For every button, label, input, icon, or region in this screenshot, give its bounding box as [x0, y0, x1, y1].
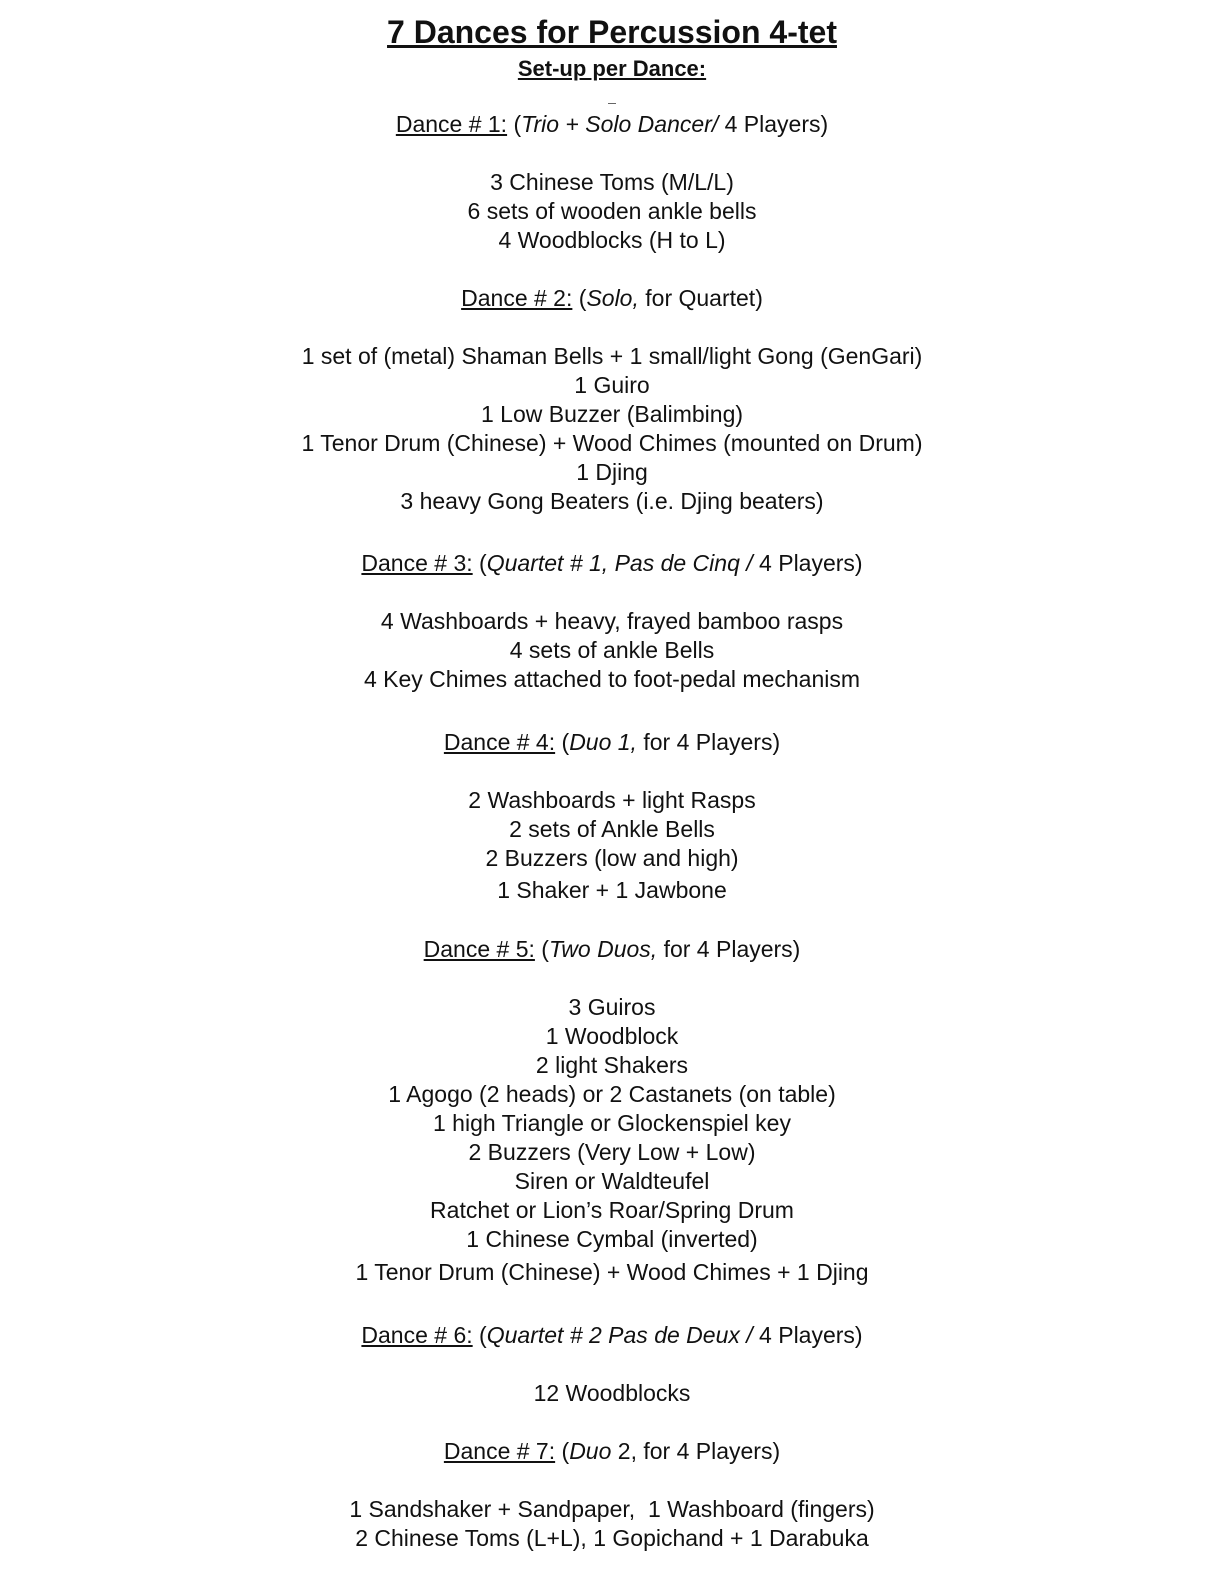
dance-players: 4 Players) [752, 550, 863, 576]
dance-ensemble: Solo, [586, 285, 639, 311]
paren: ( [555, 729, 570, 755]
paren: ( [534, 936, 549, 962]
list-item: Ratchet or Lion’s Roar/Spring Drum [430, 1197, 794, 1223]
dance-ensemble: Duo [569, 1438, 612, 1464]
list-item: 1 Sandshaker + Sandpaper, 1 Washboard (fingers) [349, 1496, 875, 1522]
paren: ( [572, 285, 587, 311]
list-item: 2 sets of Ankle Bells [509, 816, 715, 842]
list-item: 4 Key Chimes attached to foot-pedal mechanism [363, 666, 861, 692]
dance-ensemble: Trio + Solo Dancer/ [521, 111, 719, 137]
dance-players: for 4 Players) [636, 729, 781, 755]
list-item: 2 Buzzers (low and high) [485, 845, 739, 871]
list-item: 2 Chinese Toms (L+L), 1 Gopichand + 1 Darabuka [355, 1525, 869, 1551]
paren: ( [472, 550, 487, 576]
list-item: 4 Woodblocks (H to L) [498, 227, 726, 253]
dance-players: for Quartet) [638, 285, 763, 311]
list-item: 12 Woodblocks [533, 1380, 691, 1406]
list-item: 2 light Shakers [535, 1052, 689, 1078]
list-item: 3 Guiros [568, 994, 656, 1020]
page-title: 7 Dances for Percussion 4-tet [387, 14, 837, 50]
dance-7-heading [0, 1437, 1224, 1466]
page-subtitle: Set-up per Dance: [517, 56, 707, 81]
paren: ( [555, 1438, 570, 1464]
list-item: 1 Shaker + 1 Jawbone [497, 877, 727, 903]
list-item: 2 Washboards + light Rasps [468, 787, 756, 813]
dance-4-heading [0, 728, 1224, 757]
list-item: 1 Tenor Drum (Chinese) + Wood Chimes + 1 Djing [355, 1259, 869, 1285]
list-item: 1 Chinese Cymbal (inverted) [466, 1226, 758, 1252]
list-item: 6 sets of wooden ankle bells [467, 198, 757, 224]
list-item: 1 Guiro [574, 372, 650, 398]
list-item: 2 Buzzers (Very Low + Low) [468, 1139, 756, 1165]
divider-mark [608, 103, 616, 104]
list-item: 4 Washboards + heavy, frayed bamboo rasps [380, 608, 844, 634]
dance-label: Dance # 7: [443, 1438, 556, 1464]
dance-2-heading [0, 284, 1224, 313]
list-item: 1 Low Buzzer (Balimbing) [480, 401, 744, 427]
dance-label: Dance # 4: [443, 729, 556, 755]
list-item: 4 sets of ankle Bells [509, 637, 715, 663]
list-item: 3 heavy Gong Beaters (i.e. Djing beaters) [400, 488, 824, 514]
list-item: 1 Agogo (2 heads) or 2 Castanets (on table) [388, 1081, 836, 1107]
dance-5-heading [0, 935, 1224, 964]
paren: ( [472, 1322, 487, 1348]
dance-players: 4 Players) [718, 111, 829, 137]
dance-label: Dance # 3: [361, 550, 473, 576]
dance-label: Dance # 1: [395, 111, 508, 137]
dance-3-heading [0, 549, 1224, 578]
dance-1-heading [0, 110, 1224, 139]
dance-ensemble: Quartet # 2 Pas de Deux / [486, 1322, 753, 1348]
dance-players: 4 Players) [752, 1322, 863, 1348]
dance-label: Dance # 6: [361, 1322, 473, 1348]
dance-ensemble: Two Duos, [548, 936, 658, 962]
list-item: Siren or Waldteufel [514, 1168, 710, 1194]
dance-ensemble: Duo 1, [569, 729, 637, 755]
dance-players: for 4 Players) [657, 936, 801, 962]
list-item: 1 Djing [576, 459, 648, 485]
list-item: 1 Tenor Drum (Chinese) + Wood Chimes (mounted on Drum) [301, 430, 923, 456]
list-item: 1 set of (metal) Shaman Bells + 1 small/light Gong (GenGari) [301, 343, 923, 369]
dance-label: Dance # 5: [423, 936, 535, 962]
dance-label: Dance # 2: [461, 285, 573, 311]
paren: ( [507, 111, 522, 137]
list-item: 1 high Triangle or Glockenspiel key [433, 1110, 791, 1136]
list-item: 1 Woodblock [545, 1023, 679, 1049]
dance-6-heading [0, 1321, 1224, 1350]
dance-ensemble: Quartet # 1, Pas de Cinq / [486, 550, 753, 576]
list-item: 3 Chinese Toms (M/L/L) [490, 169, 734, 195]
dance-players: 2, for 4 Players) [611, 1438, 781, 1464]
